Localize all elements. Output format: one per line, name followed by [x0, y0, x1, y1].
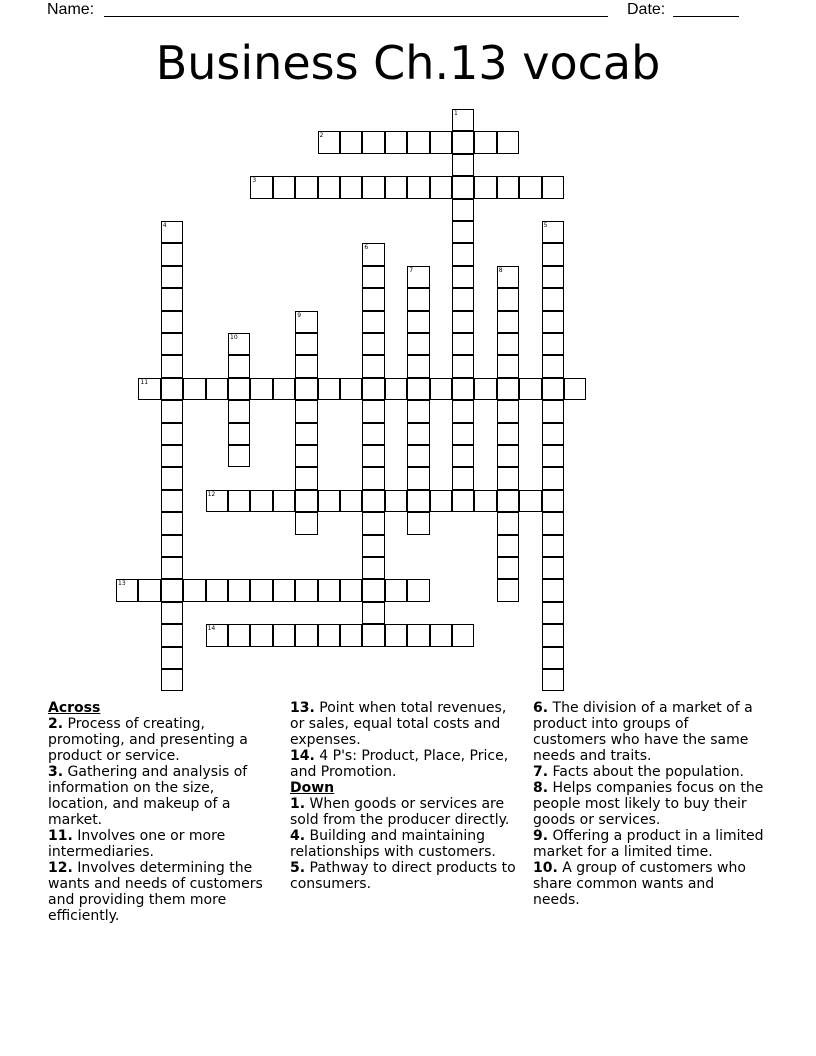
grid-cell[interactable]	[295, 512, 317, 534]
grid-cell[interactable]	[452, 266, 474, 288]
clue-text: Building and maintaining relationships with customers.	[290, 828, 496, 860]
grid-cell[interactable]	[295, 311, 317, 333]
grid-cell[interactable]	[161, 579, 183, 601]
grid-cell[interactable]	[362, 288, 384, 310]
clue-number: 12.	[48, 860, 73, 876]
grid-cell[interactable]	[542, 602, 564, 624]
grid-cell[interactable]	[452, 400, 474, 422]
grid-number: 6	[364, 244, 369, 252]
grid-cell[interactable]	[407, 288, 429, 310]
grid-cell[interactable]	[385, 579, 407, 601]
grid-cell[interactable]	[407, 355, 429, 377]
grid-cell[interactable]	[407, 176, 429, 198]
clue-text: Involves one or more intermediaries.	[48, 828, 226, 860]
grid-cell[interactable]	[228, 378, 250, 400]
grid-number: 3	[252, 177, 257, 185]
grid-cell[interactable]	[362, 355, 384, 377]
grid-cell[interactable]	[519, 490, 541, 512]
grid-cell[interactable]	[542, 378, 564, 400]
grid-cell[interactable]	[497, 490, 519, 512]
clue-number: 10.	[533, 860, 558, 876]
clue-text: The division of a market of a product into groups of customers who have the same needs and traits.	[533, 700, 753, 764]
grid-cell[interactable]	[452, 109, 474, 131]
grid-number: 2	[319, 132, 324, 140]
clue-number: 9.	[533, 828, 549, 844]
clue-number: 6.	[533, 700, 549, 716]
clue-down-9	[533, 828, 765, 860]
grid-cell[interactable]	[385, 176, 407, 198]
grid-cell[interactable]	[452, 467, 474, 489]
grid-cell[interactable]	[295, 400, 317, 422]
grid-cell[interactable]	[318, 131, 340, 153]
grid-cell[interactable]	[228, 355, 250, 377]
grid-cell[interactable]	[407, 400, 429, 422]
grid-number: 13	[118, 580, 126, 588]
grid-cell[interactable]	[497, 535, 519, 557]
grid-cell[interactable]	[318, 490, 340, 512]
grid-cell[interactable]	[340, 176, 362, 198]
grid-cell[interactable]	[452, 333, 474, 355]
grid-cell[interactable]	[385, 131, 407, 153]
clue-text: Involves determining the wants and needs of customers and providing them more efficiently.	[48, 860, 263, 924]
grid-cell[interactable]	[474, 490, 496, 512]
grid-cell[interactable]	[407, 467, 429, 489]
grid-cell[interactable]	[542, 624, 564, 646]
grid-cell[interactable]	[407, 333, 429, 355]
clue-text: Gathering and analysis of information on the size, location, and makeup of a market.	[48, 764, 248, 828]
grid-cell[interactable]	[161, 400, 183, 422]
grid-cell[interactable]	[407, 490, 429, 512]
grid-cell[interactable]	[295, 490, 317, 512]
clue-text: Pathway to direct products to consumers.	[290, 860, 516, 892]
grid-cell[interactable]	[542, 311, 564, 333]
clue-number: 5.	[290, 860, 306, 876]
grid-cell[interactable]	[161, 243, 183, 265]
grid-cell[interactable]	[161, 333, 183, 355]
grid-cell[interactable]	[161, 669, 183, 691]
grid-cell[interactable]	[362, 131, 384, 153]
grid-cell[interactable]	[497, 333, 519, 355]
grid-number: 4	[162, 222, 167, 229]
grid-cell[interactable]	[474, 378, 496, 400]
grid-cell[interactable]	[407, 131, 429, 153]
grid-cell[interactable]	[542, 243, 564, 265]
grid-cell[interactable]	[519, 378, 541, 400]
grid-cell[interactable]	[542, 647, 564, 669]
down-heading: Down	[290, 780, 335, 796]
grid-cell[interactable]	[430, 490, 452, 512]
grid-cell[interactable]	[161, 423, 183, 445]
grid-cell[interactable]	[452, 445, 474, 467]
grid-cell[interactable]	[138, 579, 160, 601]
grid-cell[interactable]	[161, 512, 183, 534]
grid-cell[interactable]	[542, 423, 564, 445]
name-label: Name:	[47, 1, 95, 18]
clue-text: Helps companies focus on the people most likely to buy their goods or services.	[533, 780, 764, 828]
grid-cell[interactable]	[250, 176, 272, 198]
grid-cell[interactable]	[519, 176, 541, 198]
grid-cell[interactable]	[497, 355, 519, 377]
grid-cell[interactable]	[497, 131, 519, 153]
grid-cell[interactable]	[385, 624, 407, 646]
grid-cell[interactable]	[430, 131, 452, 153]
grid-cell[interactable]	[318, 579, 340, 601]
clue-across-3	[48, 764, 276, 828]
grid-cell[interactable]	[116, 579, 138, 601]
grid-cell[interactable]	[452, 131, 474, 153]
grid-cell[interactable]	[228, 423, 250, 445]
grid-cell[interactable]	[295, 624, 317, 646]
clue-text: Facts about the population.	[552, 764, 745, 780]
clue-down-8	[533, 780, 765, 828]
grid-number: 10	[230, 334, 238, 341]
grid-cell[interactable]	[250, 579, 272, 601]
grid-cell[interactable]	[318, 176, 340, 198]
grid-cell[interactable]	[385, 378, 407, 400]
grid-cell[interactable]	[228, 400, 250, 422]
grid-cell[interactable]	[542, 512, 564, 534]
grid-cell[interactable]	[497, 512, 519, 534]
grid-cell[interactable]	[206, 378, 228, 400]
grid-cell[interactable]	[362, 423, 384, 445]
grid-cell[interactable]	[295, 445, 317, 467]
grid-cell[interactable]	[407, 445, 429, 467]
clue-down-5	[290, 860, 522, 892]
grid-cell[interactable]	[497, 557, 519, 579]
grid-cell[interactable]	[228, 624, 250, 646]
grid-cell[interactable]	[497, 266, 519, 288]
page-title: Business Ch.13 vocab	[155, 36, 661, 90]
grid-cell[interactable]	[362, 602, 384, 624]
grid-cell[interactable]	[452, 221, 474, 243]
grid-cell[interactable]	[407, 624, 429, 646]
grid-cell[interactable]	[228, 579, 250, 601]
grid-cell[interactable]	[362, 579, 384, 601]
grid-cell[interactable]	[407, 512, 429, 534]
grid-cell[interactable]	[250, 490, 272, 512]
grid-cell[interactable]	[407, 423, 429, 445]
grid-number: 8	[498, 266, 503, 274]
grid-cell[interactable]	[250, 624, 272, 646]
clue-down-7	[533, 764, 765, 780]
grid-cell[interactable]	[452, 355, 474, 377]
grid-cell[interactable]	[407, 311, 429, 333]
grid-cell[interactable]	[228, 490, 250, 512]
grid-cell[interactable]	[542, 445, 564, 467]
grid-cell[interactable]	[362, 400, 384, 422]
grid-cell[interactable]	[273, 176, 295, 198]
grid-number: 7	[409, 266, 414, 274]
grid-cell[interactable]	[183, 579, 205, 601]
grid-cell[interactable]	[273, 490, 295, 512]
grid-cell[interactable]	[362, 535, 384, 557]
grid-cell[interactable]	[430, 378, 452, 400]
grid-cell[interactable]	[362, 445, 384, 467]
grid-cell[interactable]	[362, 266, 384, 288]
clues-column-3	[533, 700, 765, 908]
grid-cell[interactable]	[228, 445, 250, 467]
clue-number: 14.	[290, 748, 315, 764]
grid-cell[interactable]	[474, 176, 496, 198]
grid-cell[interactable]	[497, 445, 519, 467]
grid-cell[interactable]	[295, 176, 317, 198]
grid-cell[interactable]	[497, 288, 519, 310]
clues-column-2	[290, 700, 522, 892]
grid-cell[interactable]	[161, 490, 183, 512]
grid-cell[interactable]	[295, 423, 317, 445]
clue-across-12	[48, 860, 276, 924]
grid-cell[interactable]	[273, 579, 295, 601]
grid-cell[interactable]	[161, 311, 183, 333]
across-heading: Across	[48, 700, 101, 716]
grid-cell[interactable]	[542, 557, 564, 579]
grid-cell[interactable]	[452, 311, 474, 333]
grid-cell[interactable]	[362, 557, 384, 579]
grid-cell[interactable]	[161, 557, 183, 579]
grid-cell[interactable]	[250, 378, 272, 400]
grid-cell[interactable]	[542, 669, 564, 691]
grid-cell[interactable]	[497, 378, 519, 400]
clue-text: Offering a product in a limited market for a limited time.	[533, 828, 764, 860]
grid-number: 14	[207, 625, 216, 633]
grid-cell[interactable]	[161, 378, 183, 400]
grid-cell[interactable]	[452, 243, 474, 265]
clue-down-1	[290, 796, 522, 828]
grid-number: 11	[140, 378, 149, 386]
clue-text: Point when total revenues, or sales, equal total costs and expenses.	[290, 700, 507, 748]
grid-cell[interactable]	[138, 378, 160, 400]
date-label: Date:	[627, 1, 666, 18]
grid-cell[interactable]	[340, 378, 362, 400]
clue-number: 11.	[48, 828, 73, 844]
grid-cell[interactable]	[542, 535, 564, 557]
grid-cell[interactable]	[452, 176, 474, 198]
grid-cell[interactable]	[161, 445, 183, 467]
grid-cell[interactable]	[564, 378, 586, 400]
grid-cell[interactable]	[497, 423, 519, 445]
clue-across-14	[290, 748, 522, 780]
clue-number: 4.	[290, 828, 306, 844]
clue-text: Process of creating, promoting, and presenting a product or service.	[48, 716, 248, 764]
clue-across-13	[290, 700, 522, 748]
grid-cell[interactable]	[452, 288, 474, 310]
grid-cell[interactable]	[542, 176, 564, 198]
clue-number: 7.	[533, 764, 549, 780]
clue-number: 3.	[48, 764, 64, 780]
clue-down-10	[533, 860, 765, 908]
grid-cell[interactable]	[295, 378, 317, 400]
grid-cell[interactable]	[362, 333, 384, 355]
grid-number: 1	[454, 110, 458, 117]
grid-cell[interactable]	[206, 490, 228, 512]
grid-cell[interactable]	[161, 467, 183, 489]
grid-cell[interactable]	[497, 400, 519, 422]
grid-cell[interactable]	[452, 490, 474, 512]
grid-cell[interactable]	[497, 467, 519, 489]
clue-down-4	[290, 828, 522, 860]
grid-cell[interactable]	[161, 288, 183, 310]
grid-cell[interactable]	[295, 467, 317, 489]
grid-cell[interactable]	[206, 579, 228, 601]
grid-cell[interactable]	[161, 266, 183, 288]
grid-number: 9	[297, 311, 302, 319]
grid-cell[interactable]	[161, 355, 183, 377]
clue-down-6	[533, 700, 765, 764]
grid-cell[interactable]	[362, 311, 384, 333]
clue-across-2	[48, 716, 276, 764]
grid-cell[interactable]	[452, 423, 474, 445]
clues-column-1	[48, 700, 276, 924]
grid-cell[interactable]	[542, 467, 564, 489]
grid-cell[interactable]	[385, 490, 407, 512]
grid-cell[interactable]	[183, 378, 205, 400]
grid-cell[interactable]	[295, 579, 317, 601]
grid-cell[interactable]	[362, 512, 384, 534]
grid-cell[interactable]	[206, 624, 228, 646]
grid-cell[interactable]	[362, 243, 384, 265]
clue-number: 2.	[48, 716, 64, 732]
grid-cell[interactable]	[161, 535, 183, 557]
grid-cell[interactable]	[161, 647, 183, 669]
grid-cell[interactable]	[452, 624, 474, 646]
grid-cell[interactable]	[362, 624, 384, 646]
grid-cell[interactable]	[542, 490, 564, 512]
grid-cell[interactable]	[273, 378, 295, 400]
grid-cell[interactable]	[362, 378, 384, 400]
grid-cell[interactable]	[497, 311, 519, 333]
grid-cell[interactable]	[407, 378, 429, 400]
grid-cell[interactable]	[340, 131, 362, 153]
clue-text: A group of customers who share common wants and needs.	[533, 860, 746, 908]
grid-cell[interactable]	[161, 624, 183, 646]
grid-cell[interactable]	[340, 579, 362, 601]
grid-cell[interactable]	[542, 288, 564, 310]
clue-text: When goods or services are sold from the producer directly.	[290, 796, 510, 828]
clue-text: 4 P's: Product, Place, Price, and Promotion.	[290, 748, 509, 780]
grid-cell[interactable]	[542, 333, 564, 355]
grid-cell[interactable]	[474, 131, 496, 153]
grid-cell[interactable]	[452, 154, 474, 176]
grid-cell[interactable]	[362, 490, 384, 512]
grid-cell[interactable]	[542, 579, 564, 601]
grid-cell[interactable]	[497, 176, 519, 198]
grid-cell[interactable]	[340, 624, 362, 646]
clue-number: 8.	[533, 780, 549, 796]
grid-cell[interactable]	[340, 490, 362, 512]
clue-across-11	[48, 828, 276, 860]
grid-cell[interactable]	[295, 355, 317, 377]
grid-cell[interactable]	[542, 355, 564, 377]
grid-cell[interactable]	[497, 579, 519, 601]
clue-number: 1.	[290, 796, 306, 812]
grid-cell[interactable]	[161, 221, 183, 243]
grid-number: 12	[207, 490, 216, 498]
grid-number: 5	[543, 222, 548, 229]
grid-cell[interactable]	[430, 624, 452, 646]
grid-cell[interactable]	[542, 221, 564, 243]
grid-cell[interactable]	[161, 602, 183, 624]
grid-cell[interactable]	[407, 266, 429, 288]
grid-cell[interactable]	[362, 176, 384, 198]
grid-cell[interactable]	[273, 624, 295, 646]
grid-cell[interactable]	[407, 579, 429, 601]
grid-cell[interactable]	[452, 199, 474, 221]
grid-cell[interactable]	[542, 400, 564, 422]
grid-cell[interactable]	[452, 378, 474, 400]
clue-number: 13.	[290, 700, 315, 716]
grid-cell[interactable]	[318, 624, 340, 646]
grid-cell[interactable]	[318, 378, 340, 400]
grid-cell[interactable]	[430, 176, 452, 198]
grid-cell[interactable]	[542, 266, 564, 288]
grid-cell[interactable]	[295, 333, 317, 355]
grid-cell[interactable]	[228, 333, 250, 355]
grid-cell[interactable]	[362, 467, 384, 489]
